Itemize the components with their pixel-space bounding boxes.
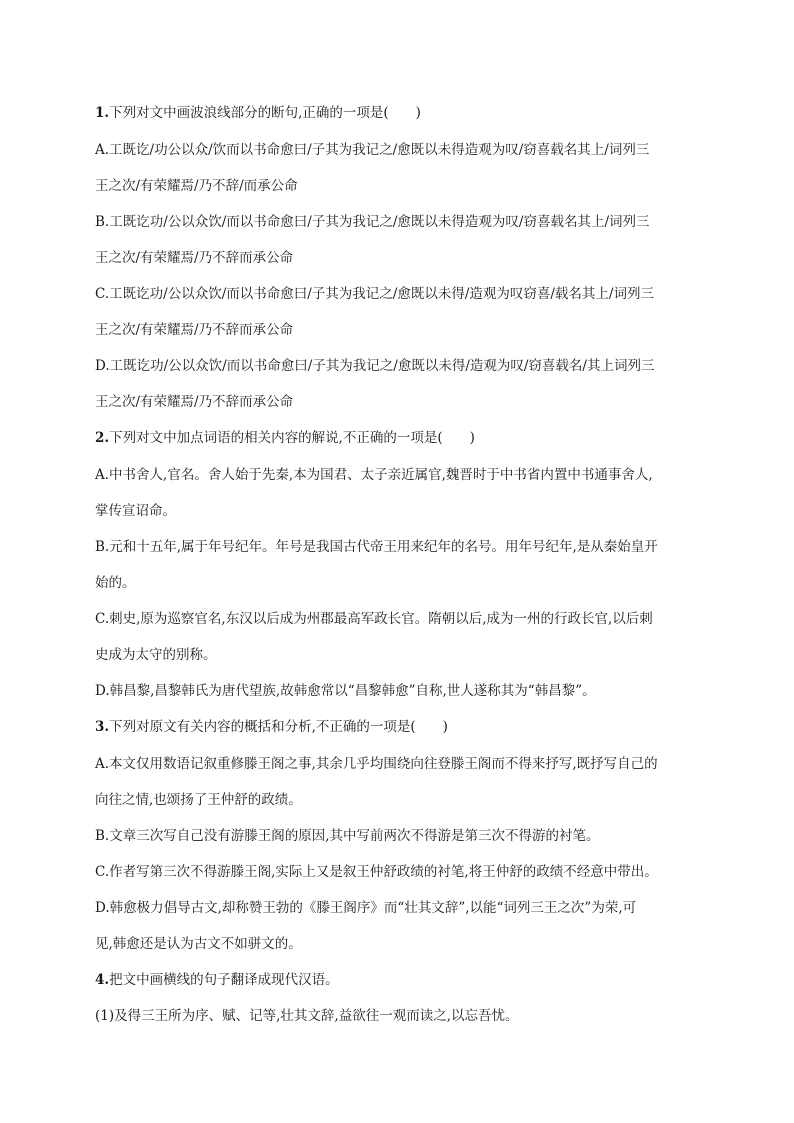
question-1-option-b-line-1: B.工既讫功/公以众饮/而以书命愈曰/子其为我记之/愈既以未得造观为叹/窃喜载名其上/词列三 <box>95 214 650 230</box>
question-3-text: 下列对原文有关内容的概括和分析,不正确的一项是( ) <box>109 719 448 735</box>
question-1-option-c-line-1: C.工既讫功/公以众饮/而以书命愈曰/子其为我记之/愈既以未得/造观为叹窃喜/载名其上/词列三 <box>95 286 654 302</box>
question-2-option-d-line-1: D.韩昌黎,昌黎韩氏为唐代望族,故韩愈常以“昌黎韩愈”自称,世人遂称其为“韩昌黎”。 <box>95 683 596 699</box>
question-3-stem <box>95 717 705 737</box>
question-1-option-d-line-2: 王之次/有荣耀焉/乃不辞而承公命 <box>95 394 294 410</box>
question-3-option-a-line-1: A.本文仅用数语记叙重修滕王阁之事,其余几乎均围绕向往登滕王阁而不得来抒写,既抒写自己的 <box>95 756 658 772</box>
question-2-option-a-line-2: 掌传宣诏命。 <box>95 503 176 519</box>
question-2-option-c-line-2: 史成为太守的别称。 <box>95 647 217 663</box>
question-2-number: 2. <box>95 430 110 446</box>
question-2-text: 下列对文中加点词语的相关内容的解说,不正确的一项是( ) <box>109 430 475 446</box>
question-2-stem <box>95 428 705 448</box>
question-1-option-a-line-1: A.工既讫/功公以众/饮而以书命愈曰/子其为我记之/愈既以未得造观为叹/窃喜载名其上/词列三 <box>95 142 650 158</box>
question-1-option-a-line-2: 王之次/有荣耀焉/乃不辞/而承公命 <box>95 178 298 194</box>
question-3-number: 3. <box>95 719 110 735</box>
question-2-option-a-line-1: A.中书舍人,官名。舍人始于先秦,本为国君、太子亲近属官,魏晋时于中书省内置中书通事舍人, <box>95 467 653 483</box>
question-1-option-d-line-1: D.工既讫功/公以众饮/而以书命愈曰/子其为我记之/愈既以未得/造观为叹/窃喜载名/其上词列三 <box>95 358 655 374</box>
question-2-option-b-line-1: B.元和十五年,属于年号纪年。年号是我国古代帝王用来纪年的名号。用年号纪年,是从秦始皇开 <box>95 539 658 555</box>
question-1-stem <box>95 103 705 123</box>
question-3-option-a-line-2: 向往之情,也颂扬了王仲舒的政绩。 <box>95 792 302 808</box>
question-4-number: 4. <box>95 972 110 988</box>
question-2-option-b-line-2: 始的。 <box>95 575 136 591</box>
question-3-option-d-line-1: D.韩愈极力倡导古文,却称赞王勃的《滕王阁序》而“壮其文辞”,以能“词列三王之次”为荣,可 <box>95 900 637 916</box>
question-1-option-b-line-2: 王之次/有荣耀焉/乃不辞而承公命 <box>95 250 294 266</box>
question-1-text: 下列对文中画波浪线部分的断句,正确的一项是( ) <box>109 105 421 121</box>
question-4-text: 把文中画横线的句子翻译成现代汉语。 <box>109 972 339 988</box>
question-1-number: 1. <box>95 105 110 121</box>
question-4-stem <box>95 970 705 990</box>
question-2-option-c-line-1: C.刺史,原为巡察官名,东汉以后成为州郡最高军政长官。隋朝以后,成为一州的行政长官,以后刺 <box>95 611 653 627</box>
question-3-option-d-line-2: 见,韩愈还是认为古文不如骈文的。 <box>95 936 302 952</box>
question-4-sentence-1: (1)及得三王所为序、赋、记等,壮其文辞,益欲往一观而读之,以忘吾忧。 <box>95 1008 519 1024</box>
question-1-option-c-line-2: 王之次/有荣耀焉/乃不辞而承公命 <box>95 322 294 338</box>
question-3-option-b-line-1: B.文章三次写自己没有游滕王阁的原因,其中写前两次不得游是第三次不得游的衬笔。 <box>95 828 600 844</box>
question-3-option-c-line-1: C.作者写第三次不得游滕王阁,实际上又是叙王仲舒政绩的衬笔,将王仲舒的政绩不经意中带出。 <box>95 864 658 880</box>
